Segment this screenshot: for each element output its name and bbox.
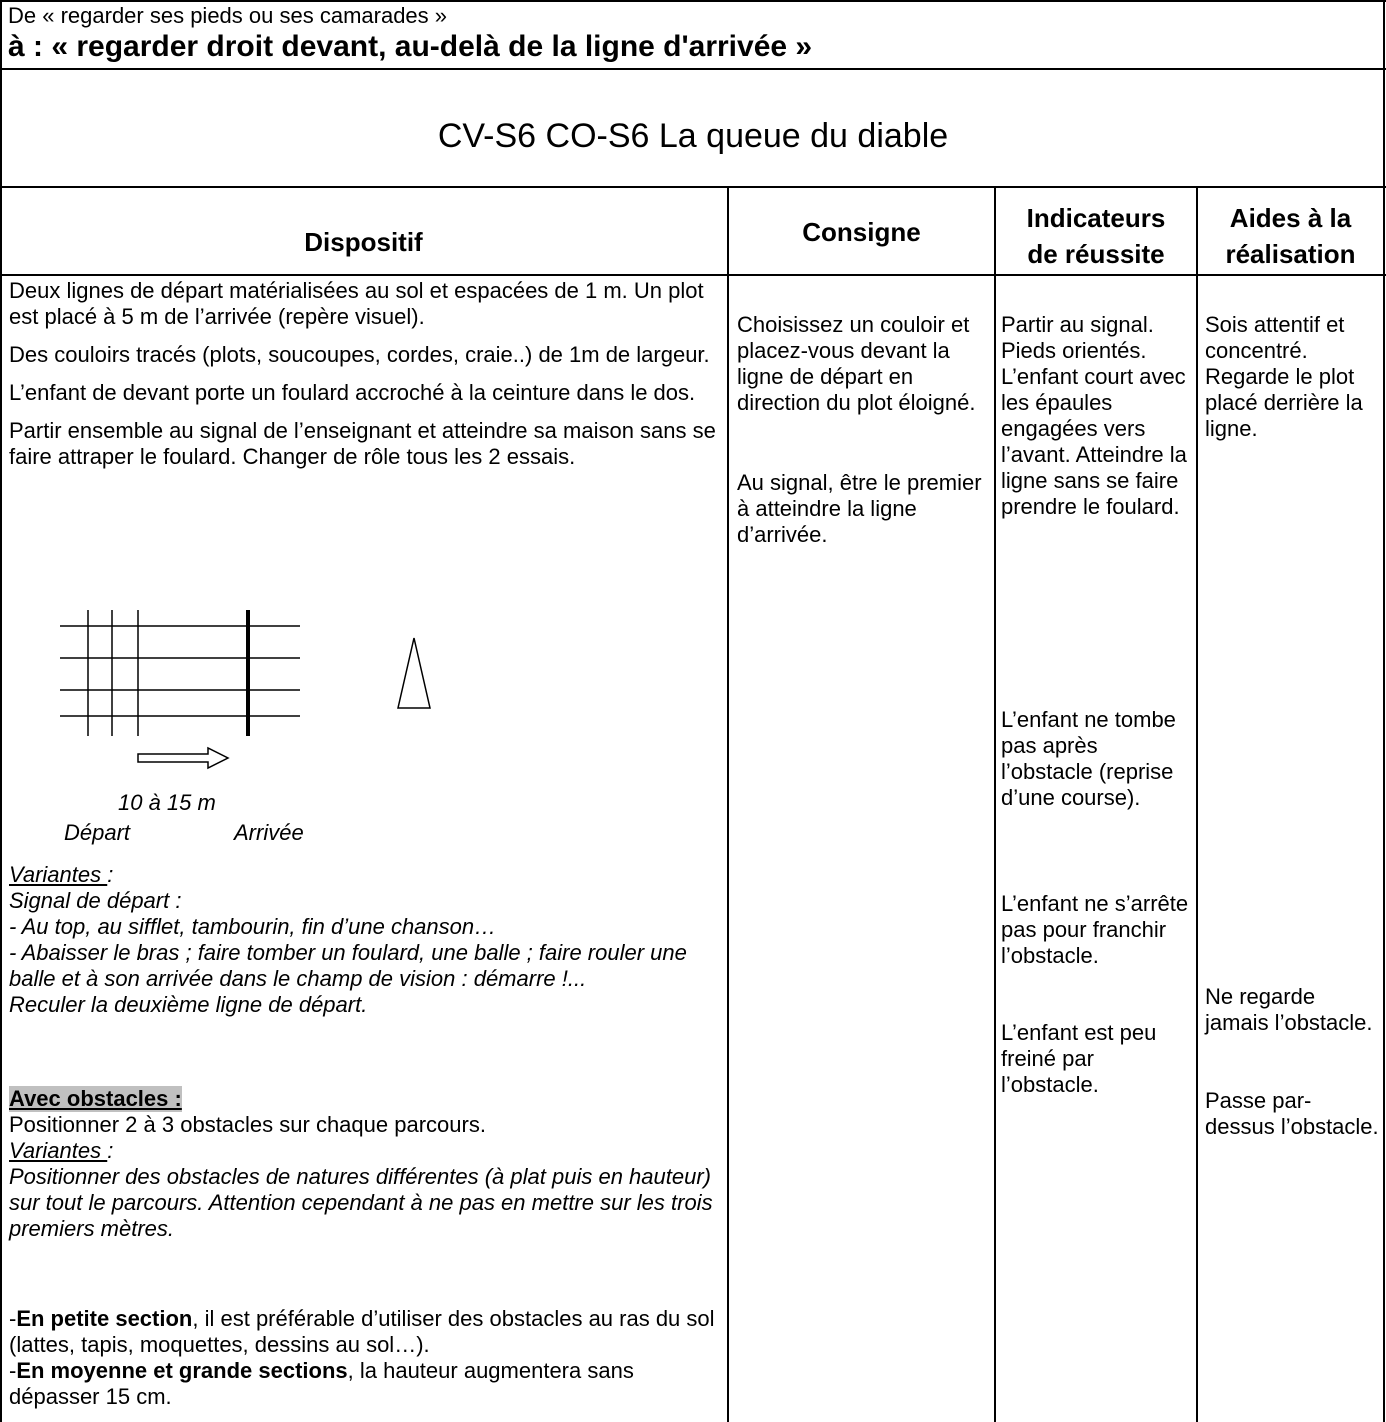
aides-text-3: Passe par-dessus l’obstacle. [1205,1088,1379,1139]
obstacles-text-2: Positionner des obstacles de natures différentes (à plat puis en hauteur) sur tout le parcours. Attention cependant à ne pas en mettre sur les trois premiers mètres. [9,1164,713,1241]
indicateurs-text-4: L’enfant est peu freiné par l’obstacle. [1001,1020,1157,1097]
divider-columns [0,274,1386,276]
petite-section-note: -En petite section, il est préférable d’utiliser des obstacles au ras du sol (lattes, tapis, moquettes, dessins au sol…). [9,1306,715,1357]
dispositif-p4: Partir ensemble au signal de l’enseignant et atteindre sa maison sans se faire attraper le foulard. Changer de rôle tous les 2 essais. [9,418,716,469]
variante-2: - Au top, au sifflet, tambourin, fin d’une chanson… [9,914,497,939]
divider-heading [0,68,1386,70]
consigne-text-2: Au signal, être le premier à atteindre la ligne d’arrivée. [737,470,982,547]
indicateurs-text-2: L’enfant ne tombe pas après l’obstacle (reprise d’une course). [1001,707,1176,810]
consigne-text-1: Choisissez un couloir et placez-vous devant la ligne de départ en direction du plot éloigné. [737,312,976,415]
variantes-block [9,862,721,1018]
variantes2-heading: Variantes : [9,1138,114,1163]
aides-text-1: Sois attentif et concentré. Regarde le plot placé derrière la ligne. [1205,312,1363,441]
obstacles-text-1: Positionner 2 à 3 obstacles sur chaque parcours. [9,1112,486,1137]
col-divider-1 [727,186,729,1422]
direction-arrow [138,748,228,768]
page-title: CV-S6 CO-S6 La queue du diable [437,117,949,155]
border-top [0,0,1386,2]
col-header-dispositif: Dispositif [304,227,423,257]
col-divider-2 [994,186,996,1422]
diagram-arrivee: Arrivée [234,820,304,845]
cone-marker [398,638,430,708]
col-header-aides-1: Aides à la [1229,203,1352,233]
divider-title [0,186,1386,188]
sections-block [9,1306,721,1410]
moyenne-grande-note: -En moyenne et grande sections, la hauteur augmentera sans dépasser 15 cm. [9,1358,634,1409]
obstacles-block [9,1086,721,1242]
dispositif-p2: Des couloirs tracés (plots, soucoupes, cordes, craie..) de 1m de largeur. [9,342,710,367]
diagram-distance: 10 à 15 m [118,790,216,815]
course-diagram [0,610,727,770]
heading-line1: De « regarder ses pieds ou ses camarades » [8,3,448,28]
variante-4: Reculer la deuxième ligne de départ. [9,992,368,1017]
indicateurs-text-1: Partir au signal. Pieds orientés. L’enfant court avec les épaules engagées vers l’avant. Atteindre la ligne sans se faire prendre le foulard. [1001,312,1187,519]
diagram-depart: Départ [64,820,131,845]
dispositif-p1: Deux lignes de départ matérialisées au sol et espacées de 1 m. Un plot est placé à 5 m de l’arrivée (repère visuel). [9,278,704,329]
aides-text-2: Ne regarde jamais l’obstacle. [1205,984,1373,1035]
col-header-indicateurs-1: Indicateurs [1026,203,1166,233]
variantes-heading: Variantes : [9,862,114,887]
indicateurs-text-3: L’enfant ne s’arrête pas pour franchir l’obstacle. [1001,891,1189,968]
obstacles-heading: Avec obstacles : [9,1086,182,1111]
border-right [1383,0,1385,1422]
dispositif-text-top [9,278,721,482]
col-header-indicateurs-2: de réussite [1027,239,1165,269]
dispositif-p3: L’enfant de devant porte un foulard accroché à la ceinture dans le dos. [9,380,696,405]
col-header-consigne: Consigne [802,217,921,247]
variante-1: Signal de départ : [9,888,182,913]
variante-3: - Abaisser le bras ; faire tomber un foulard, une balle ; faire rouler une balle et à son arrivée dans le champ de vision : démarre !... [9,940,687,991]
heading-line2: à : « regarder droit devant, au-delà de la ligne d'arrivée » [8,30,813,63]
col-header-aides-2: réalisation [1225,239,1356,269]
col-divider-3 [1196,186,1198,1422]
